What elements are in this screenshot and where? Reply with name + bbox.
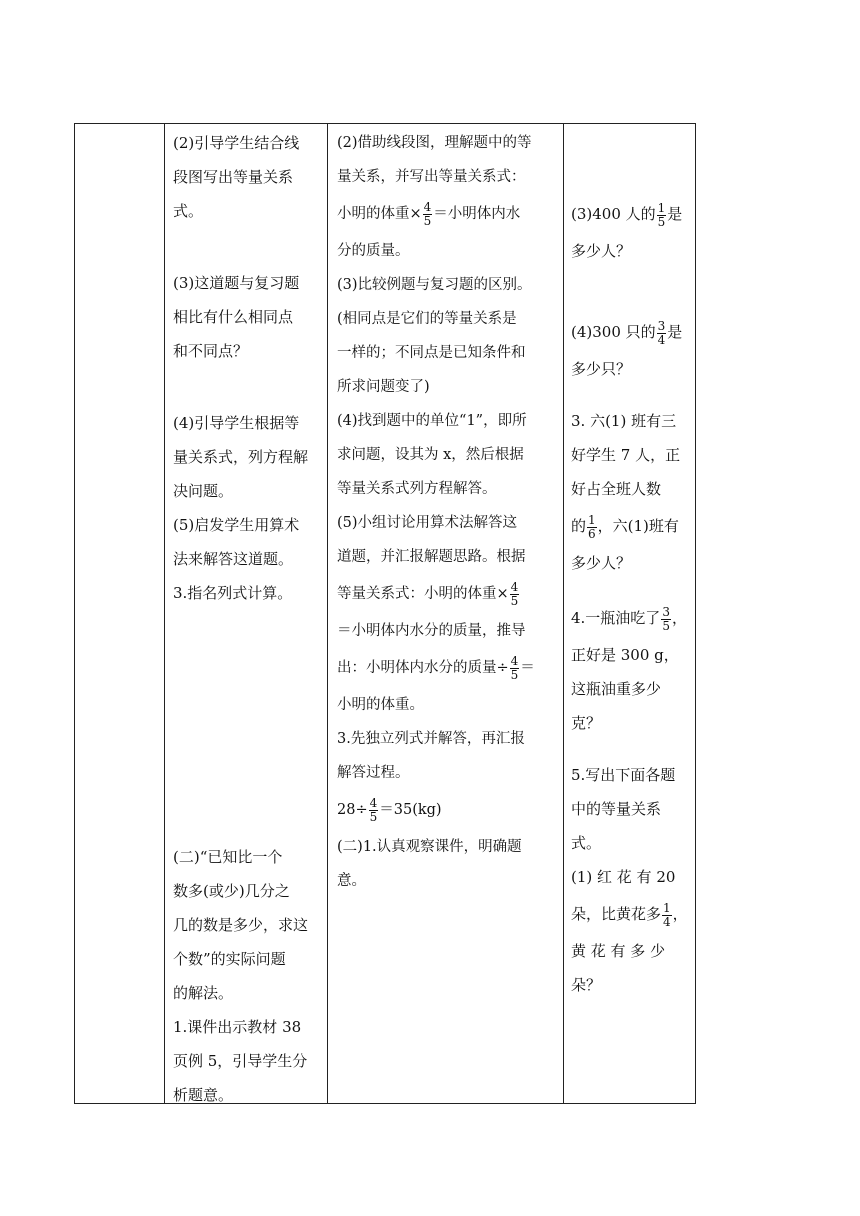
text-line — [337, 194, 559, 234]
text-line: 这瓶油重多少 — [571, 680, 662, 698]
text-line: 几的数是多少，求这 — [173, 916, 309, 934]
text-line: 式。 — [571, 834, 602, 852]
fraction-denominator: 5 — [369, 809, 378, 824]
text-line — [571, 194, 693, 234]
text-line: 克？ — [571, 714, 602, 732]
text-line: 解答过程。 — [337, 765, 410, 781]
text-line: (二)“已知比一个 — [173, 848, 283, 866]
text: 出：小明体内水分的质量÷ — [337, 660, 509, 676]
text-line: (1) 红 花 有 20 — [571, 868, 676, 886]
text-line: 式。 — [173, 202, 204, 220]
text-line: 分的质量。 — [337, 243, 410, 259]
text-line — [337, 790, 559, 830]
text-line: 意。 — [337, 873, 366, 889]
text-line: 决问题。 — [173, 482, 234, 500]
text: ， — [671, 609, 687, 627]
text: 是 — [667, 205, 683, 223]
text-line — [337, 648, 559, 688]
text: (4)300 只的 — [571, 323, 656, 341]
text-line: 页例 5，引导学生分 — [173, 1052, 308, 1070]
fraction-denominator: 5 — [510, 667, 519, 682]
fraction-denominator: 5 — [510, 593, 519, 608]
fraction-numerator: 3 — [657, 318, 666, 333]
column-divider — [563, 124, 564, 1103]
text-line: (5)启发学生用算术 — [173, 516, 300, 534]
text-line: 3.指名列式计算。 — [173, 584, 293, 602]
text-line: 量关系，并写出等量关系式： — [337, 169, 526, 185]
text-line: 小明的体重。 — [337, 697, 424, 713]
text-line — [571, 506, 693, 546]
text-line: (4)引导学生根据等 — [173, 414, 300, 432]
fraction-numerator: 1 — [588, 512, 596, 527]
text-line — [571, 894, 693, 934]
fraction — [587, 514, 597, 541]
text-line: 3.先独立列式并解答，再汇报 — [337, 731, 525, 747]
text-line: 一样的；不同点是已知条件和 — [337, 345, 526, 361]
fraction-denominator: 5 — [662, 618, 670, 633]
text-line — [571, 598, 693, 638]
fraction-denominator: 4 — [657, 332, 666, 347]
text-line: 多少人？ — [571, 242, 632, 260]
fraction-numerator: 4 — [369, 795, 378, 810]
text-line: 个数”的实际问题 — [173, 950, 286, 968]
fraction-denominator: 4 — [663, 914, 671, 929]
text-line: 黄 花 有 多 少 — [571, 942, 666, 960]
fraction — [657, 202, 667, 229]
fraction-numerator: 1 — [657, 200, 666, 215]
text-line: 1.课件出示教材 38 — [173, 1018, 302, 1036]
text-line: 和不同点？ — [173, 342, 249, 360]
fraction-numerator: 4 — [510, 579, 519, 594]
text-line: 数多(或少)几分之 — [173, 882, 290, 900]
fraction — [369, 797, 379, 824]
text: 28÷ — [337, 802, 368, 818]
fraction — [510, 655, 520, 682]
fraction-denominator: 6 — [588, 526, 596, 541]
text: (3)400 人的 — [571, 205, 656, 223]
student-activities-column — [337, 126, 559, 1103]
text-line: 量关系式，列方程解 — [173, 448, 309, 466]
text-line: 段图写出等量关系 — [173, 168, 294, 186]
text-line: 法来解答这道题。 — [173, 550, 294, 568]
text-line: 析题意。 — [173, 1086, 234, 1104]
text-line: 的解法。 — [173, 984, 234, 1002]
text-line — [571, 312, 693, 352]
text-line: (3)这道题与复习题 — [173, 274, 300, 292]
column-divider — [327, 124, 328, 1103]
text-line: 好学生 7 人，正 — [571, 446, 681, 464]
text-line: (3)比较例题与复习题的区别。 — [337, 277, 532, 293]
text-line: 中的等量关系 — [571, 800, 662, 818]
text: ＝ — [520, 660, 535, 676]
text-line: ＝小明体内水分的质量，推导 — [337, 623, 526, 639]
text-line: 5.写出下面各题 — [571, 766, 676, 784]
text: 的 — [571, 517, 587, 535]
text-line: (2)借助线段图，理解题中的等 — [337, 135, 532, 151]
text-line: 多少只？ — [571, 360, 632, 378]
fraction-denominator: 5 — [657, 214, 666, 229]
fraction — [510, 581, 520, 608]
text-line: (4)找到题中的单位“1”，即所 — [337, 413, 527, 429]
text: ＝小明体内水 — [433, 206, 521, 222]
text: 等量关系式：小明的体重× — [337, 586, 509, 602]
fraction-numerator: 1 — [663, 900, 671, 915]
text-line: 3. 六(1) 班有三 — [571, 412, 677, 430]
text: ＝35(kg) — [379, 802, 442, 818]
text-line — [337, 574, 559, 614]
lesson-table — [74, 123, 696, 1104]
fraction-numerator: 3 — [662, 604, 670, 619]
column-divider — [164, 124, 165, 1103]
teacher-activities-column — [173, 126, 323, 1103]
text-line: 好占全班人数 — [571, 480, 662, 498]
text: ，六(1)班有 — [597, 517, 679, 535]
text-line: 正好是 300 g， — [571, 646, 679, 664]
text-line: 相比有什么相同点 — [173, 308, 294, 326]
text-line: 等量关系式列方程解答。 — [337, 481, 497, 497]
text-line: 多少人？ — [571, 554, 632, 572]
text-line: 朵？ — [571, 976, 602, 994]
fraction-denominator: 5 — [423, 213, 432, 228]
text: 朵，比黄花多 — [571, 905, 662, 923]
text-line: 求问题，设其为 x，然后根据 — [337, 447, 524, 463]
fraction — [657, 320, 667, 347]
text-line: (2)引导学生结合线 — [173, 134, 300, 152]
text-line: (5)小组讨论用算术法解答这 — [337, 515, 518, 531]
text: ， — [672, 905, 688, 923]
practice-column — [571, 126, 693, 1103]
text: 是 — [667, 323, 683, 341]
fraction-numerator: 4 — [423, 199, 432, 214]
fraction — [662, 902, 672, 929]
text-line: (二)1.认真观察课件，明确题 — [337, 839, 522, 855]
text-line: 所求问题变了) — [337, 379, 430, 395]
text-line: 道题，并汇报解题思路。根据 — [337, 549, 526, 565]
fraction-numerator: 4 — [510, 653, 519, 668]
text-line: (相同点是它们的等量关系是 — [337, 311, 517, 327]
text: 4.一瓶油吃了 — [571, 609, 661, 627]
fraction — [423, 201, 433, 228]
fraction — [661, 606, 671, 633]
text: 小明的体重× — [337, 206, 422, 222]
